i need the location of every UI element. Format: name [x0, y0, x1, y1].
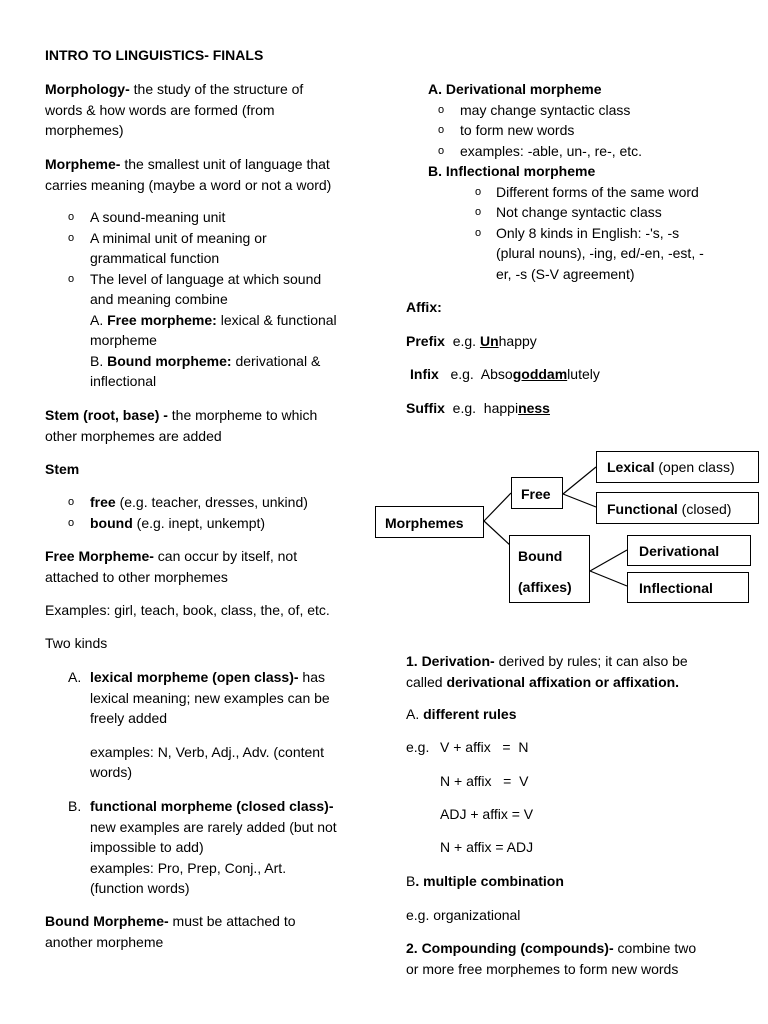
text: inflectional [90, 373, 157, 389]
affix-heading: Affix: [406, 299, 442, 315]
text: happy [498, 333, 537, 349]
examples-line: Examples: girl, teach, book, class, the, of, etc. [45, 602, 330, 618]
morpheme-term: Morpheme- [45, 156, 121, 172]
text: Bound [518, 548, 563, 564]
highlight: Un [479, 333, 499, 349]
text: words) [90, 764, 133, 780]
text: (affixes) [518, 579, 572, 595]
label: Prefix [406, 333, 445, 349]
label: Suffix [406, 400, 445, 416]
text: or more free morphemes to form new words [406, 960, 679, 977]
text: Functional [607, 501, 678, 517]
text: (e.g. inept, unkempt) [132, 514, 266, 531]
text: lutely [567, 366, 600, 382]
bullet-text: er, -s (S-V agreement) [496, 265, 635, 282]
text: derived by rules; it can also be [494, 653, 688, 669]
page-title: INTRO TO LINGUISTICS- FINALS [45, 47, 264, 63]
term: Bound Morpheme- [45, 913, 169, 929]
morphology-def: the study of the structure of [129, 81, 304, 97]
bullet-icon: o [68, 272, 75, 285]
bullet-icon: o [475, 206, 482, 218]
connector-line [484, 493, 511, 521]
node-functional [596, 492, 759, 524]
bullet-text: Different forms of the same word [496, 183, 699, 200]
stem-term: Stem (root, base) - [45, 407, 168, 423]
bullet-icon: o [438, 144, 445, 157]
text: new examples are rarely added (but not [90, 818, 337, 835]
text: other morphemes are added [45, 427, 222, 444]
node-derivational: Derivational [627, 535, 751, 566]
term: 1. Derivation- [406, 653, 495, 669]
derivation-definition [406, 651, 746, 692]
text: the morpheme to which [167, 407, 318, 423]
multiple-combination-heading [406, 871, 746, 892]
organizational-example: e.g. organizational [406, 907, 521, 923]
node-free: Free [511, 477, 563, 509]
letter: A. [406, 706, 424, 722]
stem-heading: Stem [45, 461, 80, 477]
term: bound [90, 514, 133, 531]
text: lexical & functional [216, 311, 337, 328]
bullet-text: Not change syntactic class [496, 204, 662, 220]
term: functional morpheme (closed class)- [90, 798, 334, 814]
rule-line: V + affix = N [440, 739, 529, 755]
bullet-icon: o [68, 231, 75, 244]
node-lexical [596, 451, 759, 483]
bullet-text: A sound-meaning unit [90, 209, 226, 225]
bullet-text: The level of language at which sound [90, 270, 322, 287]
letter: A. [90, 311, 108, 328]
letter: B [406, 873, 416, 889]
letter: A. [68, 669, 82, 685]
text: another morpheme [45, 933, 164, 950]
bullet-text: may change syntactic class [460, 101, 631, 118]
term: lexical morpheme (open class)- [90, 669, 299, 685]
bound-morpheme-term: Bound morpheme: [107, 352, 232, 369]
term: Free Morpheme- [45, 548, 154, 564]
morphology-def: words & how words are formed (from [45, 101, 275, 118]
text: lexical meaning; new examples can be [90, 689, 330, 706]
bullet-icon: o [68, 516, 75, 529]
connector-line [563, 494, 596, 507]
bullet-text: A minimal unit of meaning or [90, 229, 267, 246]
bullet-icon: o [475, 226, 482, 239]
eg-label: e.g. [406, 739, 430, 755]
morphology-term: Morphology- [45, 81, 130, 97]
section-heading: B. Inflectional morpheme [428, 163, 596, 179]
text: examples: N, Verb, Adj., Adv. (content [90, 743, 324, 760]
text: has [298, 669, 325, 685]
text: combine two [613, 940, 697, 956]
term: free [90, 494, 116, 510]
letter: B. [68, 798, 82, 814]
node-inflectional: Inflectional [627, 572, 749, 603]
connector-line [590, 550, 627, 571]
text: e.g. Abso [438, 366, 513, 382]
bullet-text: examples: -able, un-, re-, etc. [460, 142, 643, 159]
connector-line [563, 467, 596, 494]
free-morpheme-term: Free morpheme: [107, 311, 217, 328]
text: examples: Pro, Prep, Conj., Art. [90, 859, 287, 876]
bullet-icon: o [438, 103, 445, 116]
text: e.g. happi [444, 400, 519, 416]
different-rules-heading [406, 704, 746, 725]
bullet-text: Only 8 kinds in English: -'s, -s [496, 224, 680, 241]
bullet-text: grammatical function [90, 250, 220, 266]
text: derivational affixation or affixation. [446, 673, 680, 690]
rule-line: N + affix = V [440, 773, 529, 789]
text: can occur by itself, not [153, 548, 298, 564]
term: 2. Compounding (compounds)- [406, 940, 614, 956]
node-morphemes: Morphemes [375, 506, 484, 538]
label: different rules [423, 706, 517, 722]
label: Infix [410, 366, 439, 382]
text: (e.g. teacher, dresses, unkind) [115, 494, 308, 510]
text: Lexical [607, 459, 655, 475]
bullet-icon: o [68, 496, 75, 508]
node-bound [509, 535, 590, 603]
text: impossible to add) [90, 839, 204, 855]
text: must be attached to [168, 913, 296, 929]
morpheme-def: the smallest unit of language that [120, 156, 330, 172]
bullet-text: and meaning combine [90, 291, 228, 307]
section-heading: A. Derivational morpheme [428, 81, 602, 97]
morphology-def: morphemes) [45, 122, 124, 138]
text: derivational & [231, 352, 321, 369]
connector-line [590, 571, 627, 586]
letter: B. [90, 352, 108, 369]
text: morpheme [90, 332, 157, 348]
highlight: goddam [512, 366, 568, 382]
bullet-text: to form new words [460, 122, 575, 138]
compounding-definition [406, 938, 756, 979]
bullet-icon: o [475, 185, 482, 198]
bullet-text: (plural nouns), -ing, ed/-en, -est, - [496, 245, 704, 261]
text: (closed) [677, 501, 732, 517]
label: . multiple combination [415, 873, 564, 889]
text: attached to other morphemes [45, 568, 228, 585]
bullet-icon: o [68, 211, 75, 223]
text: e.g. [444, 333, 480, 349]
connector-line [484, 521, 511, 546]
text: (function words) [90, 880, 190, 896]
rule-line: N + affix = ADJ [440, 839, 534, 855]
text: freely added [90, 710, 168, 726]
text: called [406, 673, 447, 690]
rule-line: ADJ + affix = V [440, 806, 534, 822]
highlight: ness [518, 400, 550, 416]
bullet-icon: o [438, 124, 445, 136]
morpheme-def: carries meaning (maybe a word or not a word) [45, 176, 332, 193]
two-kinds-line: Two kinds [45, 635, 108, 651]
text: (open class) [654, 459, 735, 475]
